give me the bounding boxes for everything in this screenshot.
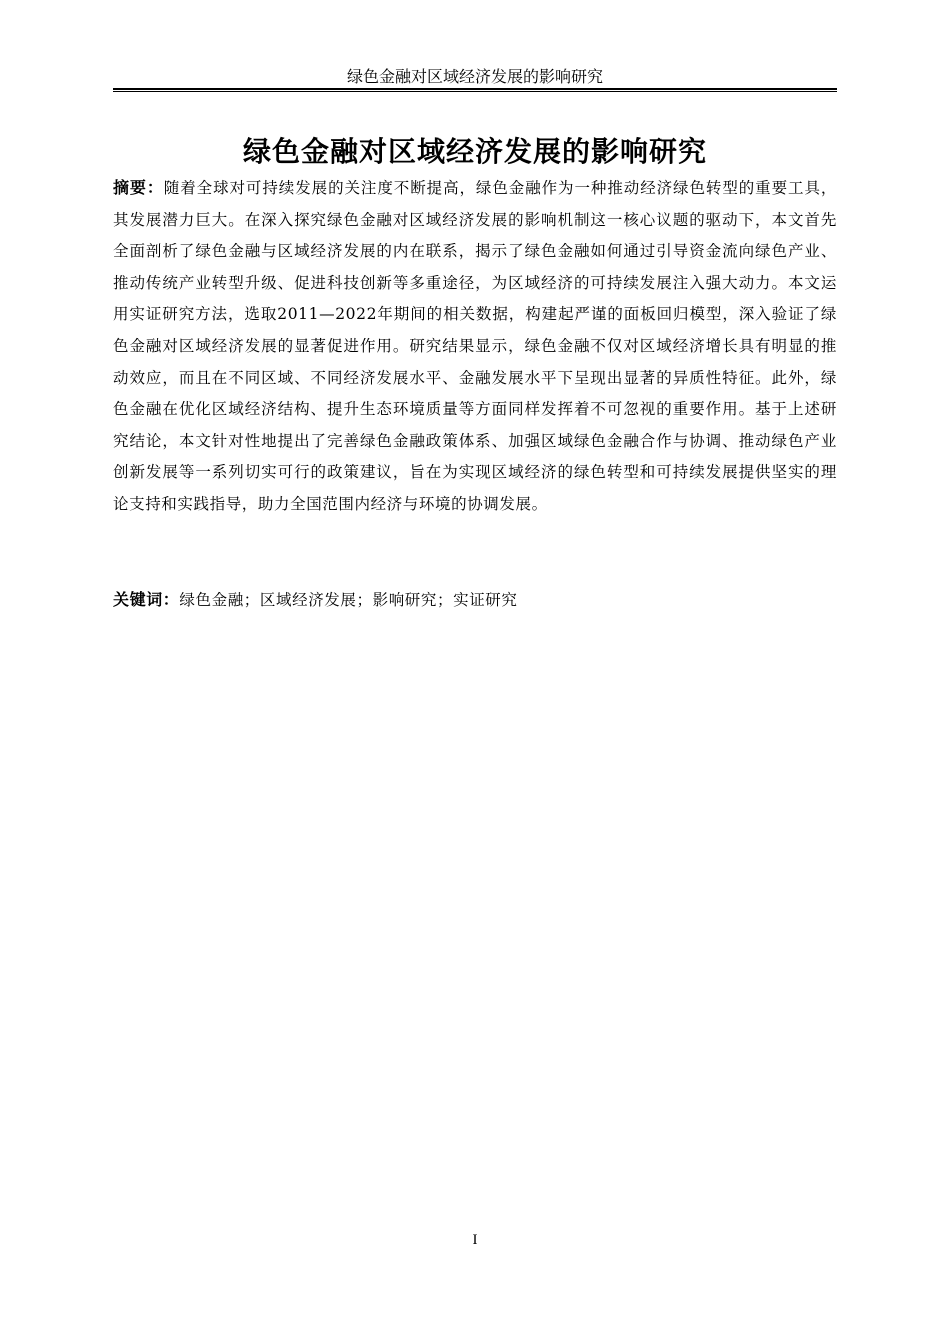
- keywords-text: 绿色金融；区域经济发展；影响研究；实证研究: [179, 591, 518, 609]
- header-rule-thin: [113, 91, 837, 92]
- paper-title: 绿色金融对区域经济发展的影响研究: [242, 135, 707, 168]
- abstract-label: 摘要：: [113, 178, 164, 197]
- abstract-text: 随着全球对可持续发展的关注度不断提高，绿色金融作为一种推动经济绿色转型的重要工具，其发展潜力巨大。在深入探究绿色金融对区域经济发展的影响机制这一核心议题的驱动下，本文首先全面剖析了绿色金融与区域经济发展的内在联系，揭示了绿色金融如何通过引导资金流向绿色产业、推动传统产业转型升级、促进科技创新等多重途径，为区域经济的可持续发展注入强大动力。本文运用实证研究方法，选取2011—2022年期间的相关数据，构建起严谨的面板回归模型，深入验证了绿色金融对区域经济发展的显著促进作用。研究结果显示，绿色金融不仅对区域经济增长具有明显的推动效应，而且在不同区域、不同经济发展水平、金融发展水平下呈现出显著的异质性特征。此外，绿色金融在优化区域经济结构、提升生态环境质量等方面同样发挥着不可忽视的重要作用。基于上述研究结论，本文针对性地提出了完善绿色金融政策体系、加强区域绿色金融合作与协调、推动绿色产业创新发展等一系列切实可行的政策建议，旨在为实现区域经济的绿色转型和可持续发展提供坚实的理论支持和实践指导，助力全国范围内经济与环境的协调发展。: [113, 179, 837, 513]
- header-rule: [113, 88, 837, 90]
- page-number: I: [472, 1232, 478, 1248]
- abstract: [113, 172, 837, 521]
- keywords-label: 关键词：: [113, 590, 180, 609]
- running-header: 绿色金融对区域经济发展的影响研究: [346, 67, 603, 86]
- keywords: [113, 584, 837, 616]
